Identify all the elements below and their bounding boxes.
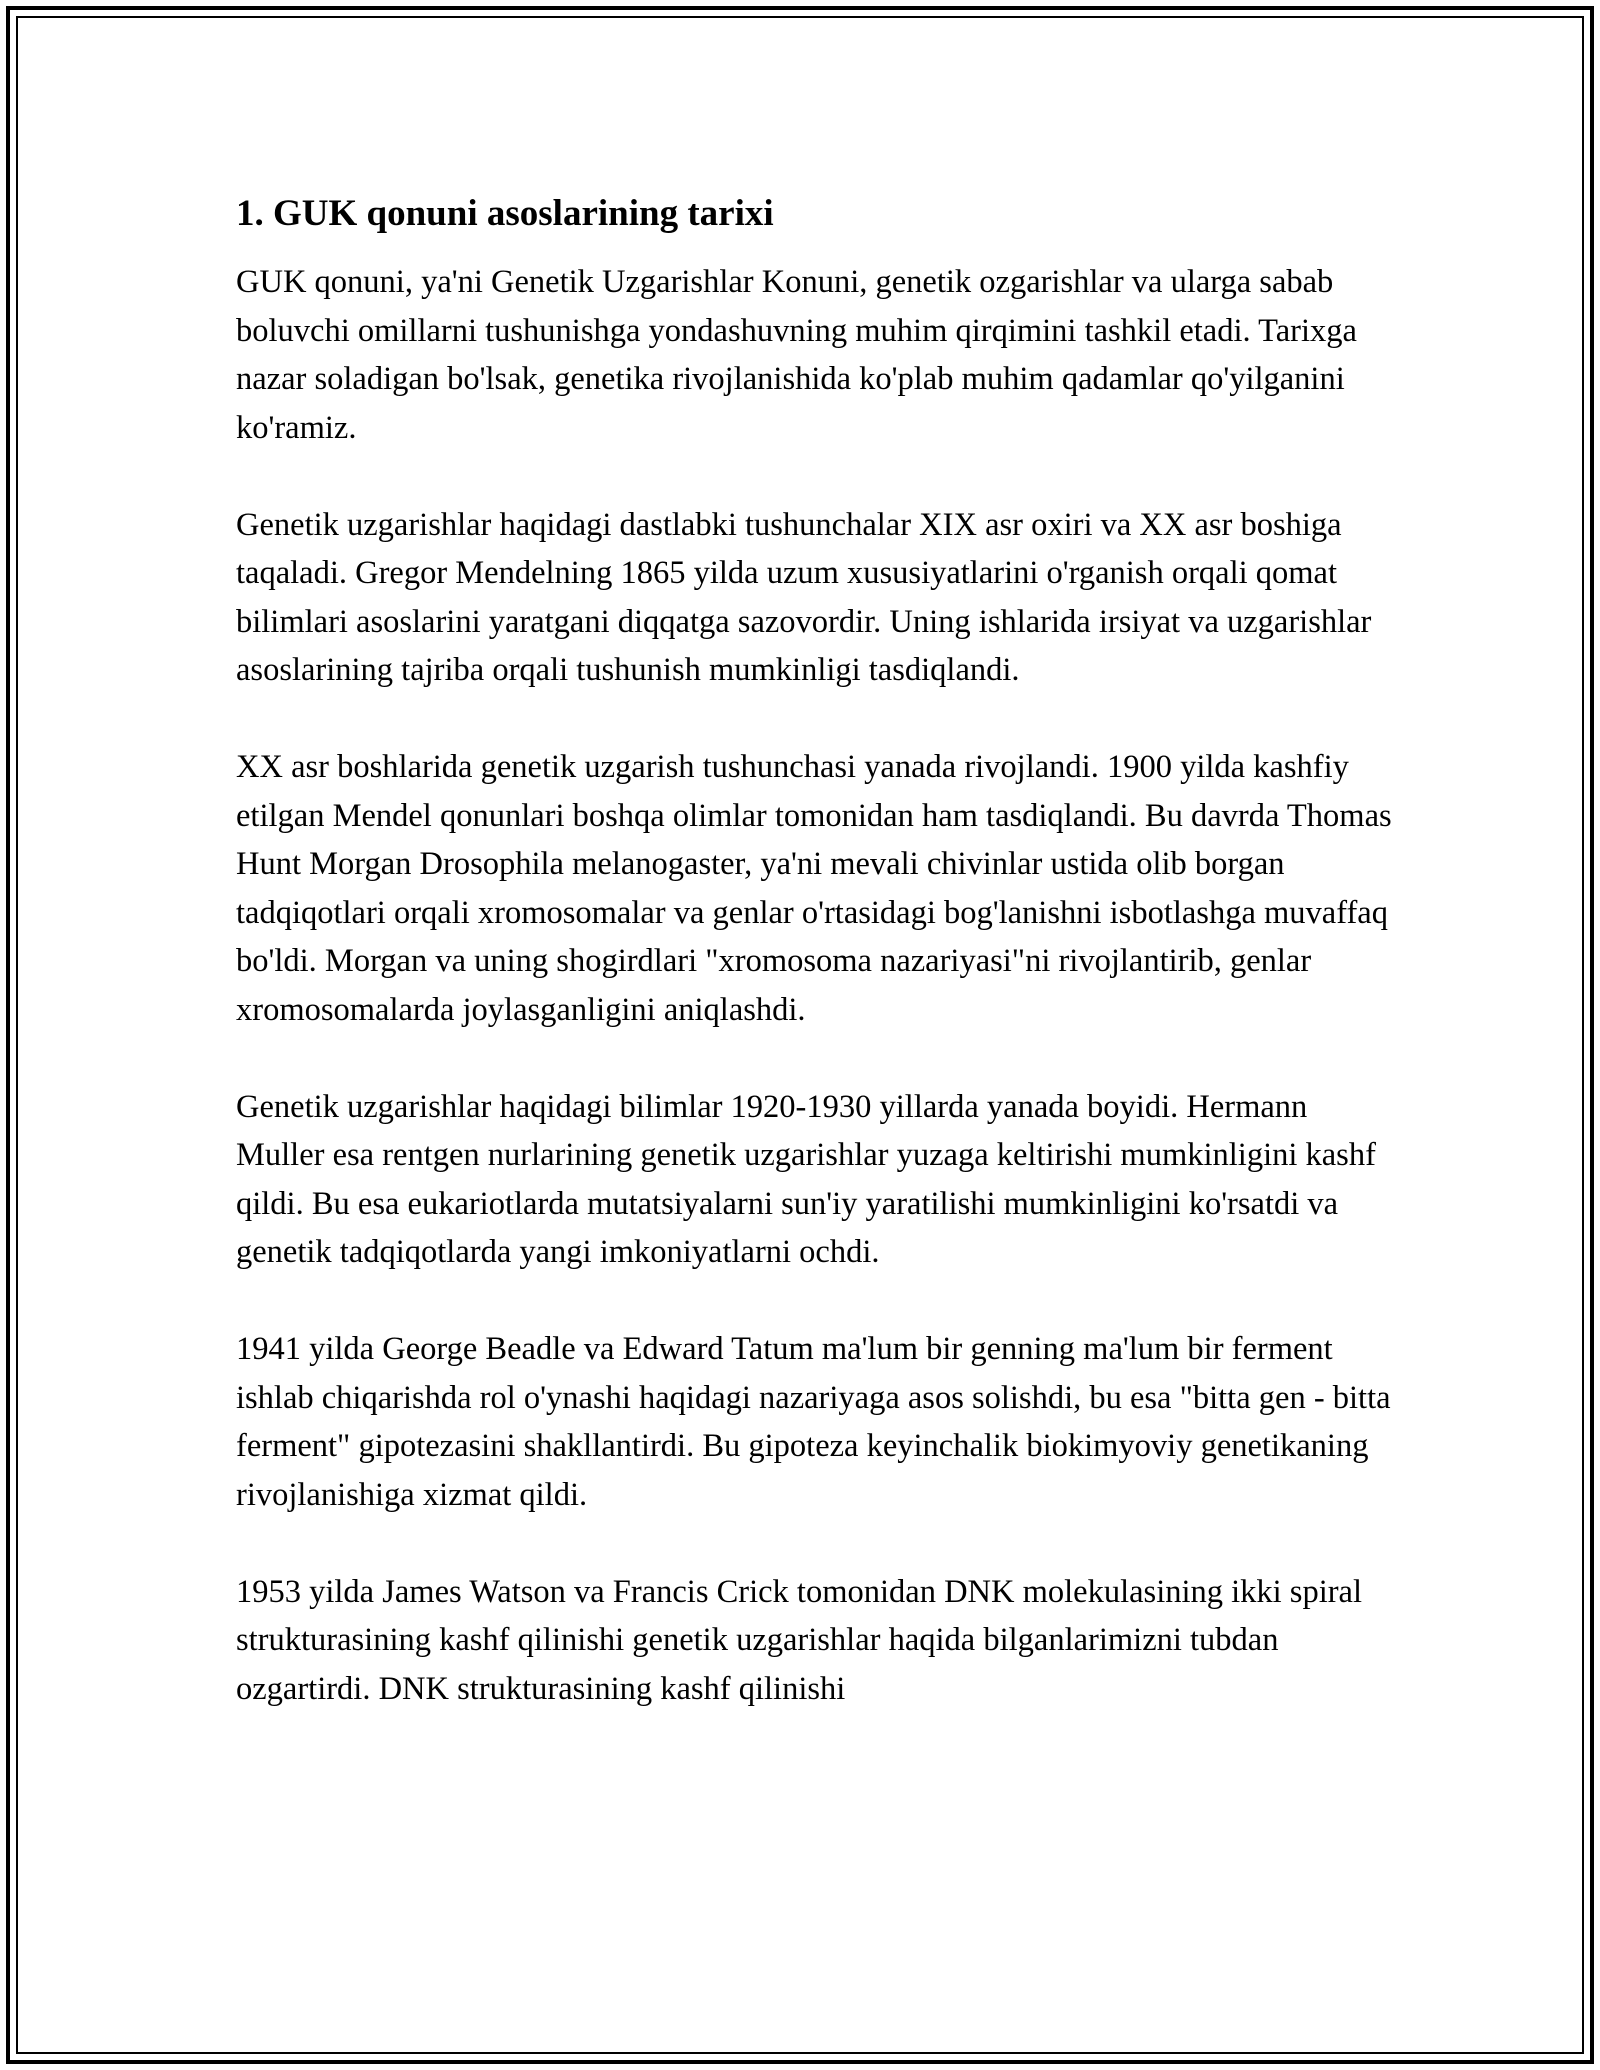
paragraph-2: Genetik uzgarishlar haqidagi dastlabki tushunchalar XIX asr oxiri va XX asr boshiga taqaladi. Gregor Mendelning 1865 yilda uzum xususiyatlarini o'rganish orqali qomat bilimlari asoslarini yaratgani diqqatga sazovordir. Uning ishlarida irsiyat va uzgarishlar asoslarining tajriba orqali tushunish mumkinligi tasdiqlandi. (236, 506, 1372, 688)
paragraph-6: 1953 yilda James Watson va Francis Crick tomonidan DNK molekulasining ikki spiral strukturasining kashf qilinishi genetik uzgarishlar haqida bilganlarimizni tubdan ozgartirdi. DNK strukturasining kashf qilinishi (236, 1573, 1363, 1707)
paragraph-3: XX asr boshlarida genetik uzgarish tushunchasi yanada rivojlandi. 1900 yilda kashfiy etilgan Mendel qonunlari boshqa olimlar tomonidan ham tasdiqlandi. Bu davrda Thomas Hunt Morgan Drosophila melanogaster, ya'ni mevali chivinlar ustida olib borgan tadqiqotlari orqali xromosomalar va genlar o'rtasidagi bog'lanishni isbotlashga muvaffaq bo'ldi. Morgan va uning shogirdlari "xromosoma nazariyasi"ni rivojlantirib, genlar xromosomalarda joylasganligini aniqlashdi. (236, 749, 1392, 1028)
paragraph-1: GUK qonuni, ya'ni Genetik Uzgarishlar Konuni, genetik ozgarishlar va ularga sabab boluvchi omillarni tushunishga yondashuvning muhim qirqimini tashkil etadi. Tarixga nazar soladigan bo'lsak, genetika rivojlanishida ko'plab muhim qadamlar qo'yilganini ko'ramiz. (236, 264, 1357, 446)
paragraph-4: Genetik uzgarishlar haqidagi bilimlar 1920-1930 yillarda yanada boyidi. Hermann Muller esa rentgen nurlarining genetik uzgarishlar yuzaga keltirishi mumkinligini kashf qildi. Bu esa eukariotlarda mutatsiyalarni sun'iy yaratilishi mumkinligini ko'rsatdi va genetik tadqiqotlarda yangi imkoniyatlarni ochdi. (236, 1088, 1376, 1270)
section-title: 1. GUK qonuni asoslarining tarixi (236, 193, 774, 234)
document-body (236, 188, 1396, 1713)
paragraph-5: 1941 yilda George Beadle va Edward Tatum ma'lum bir genning ma'lum bir ferment ishlab chiqarishda rol o'ynashi haqidagi nazariyaga asos solishdi, bu esa "bitta gen - bitta ferment" gipotezasini shakllantirdi. Bu gipoteza keyinchalik biokimyoviy genetikaning rivojlanishiga xizmat qildi. (236, 1331, 1391, 1513)
